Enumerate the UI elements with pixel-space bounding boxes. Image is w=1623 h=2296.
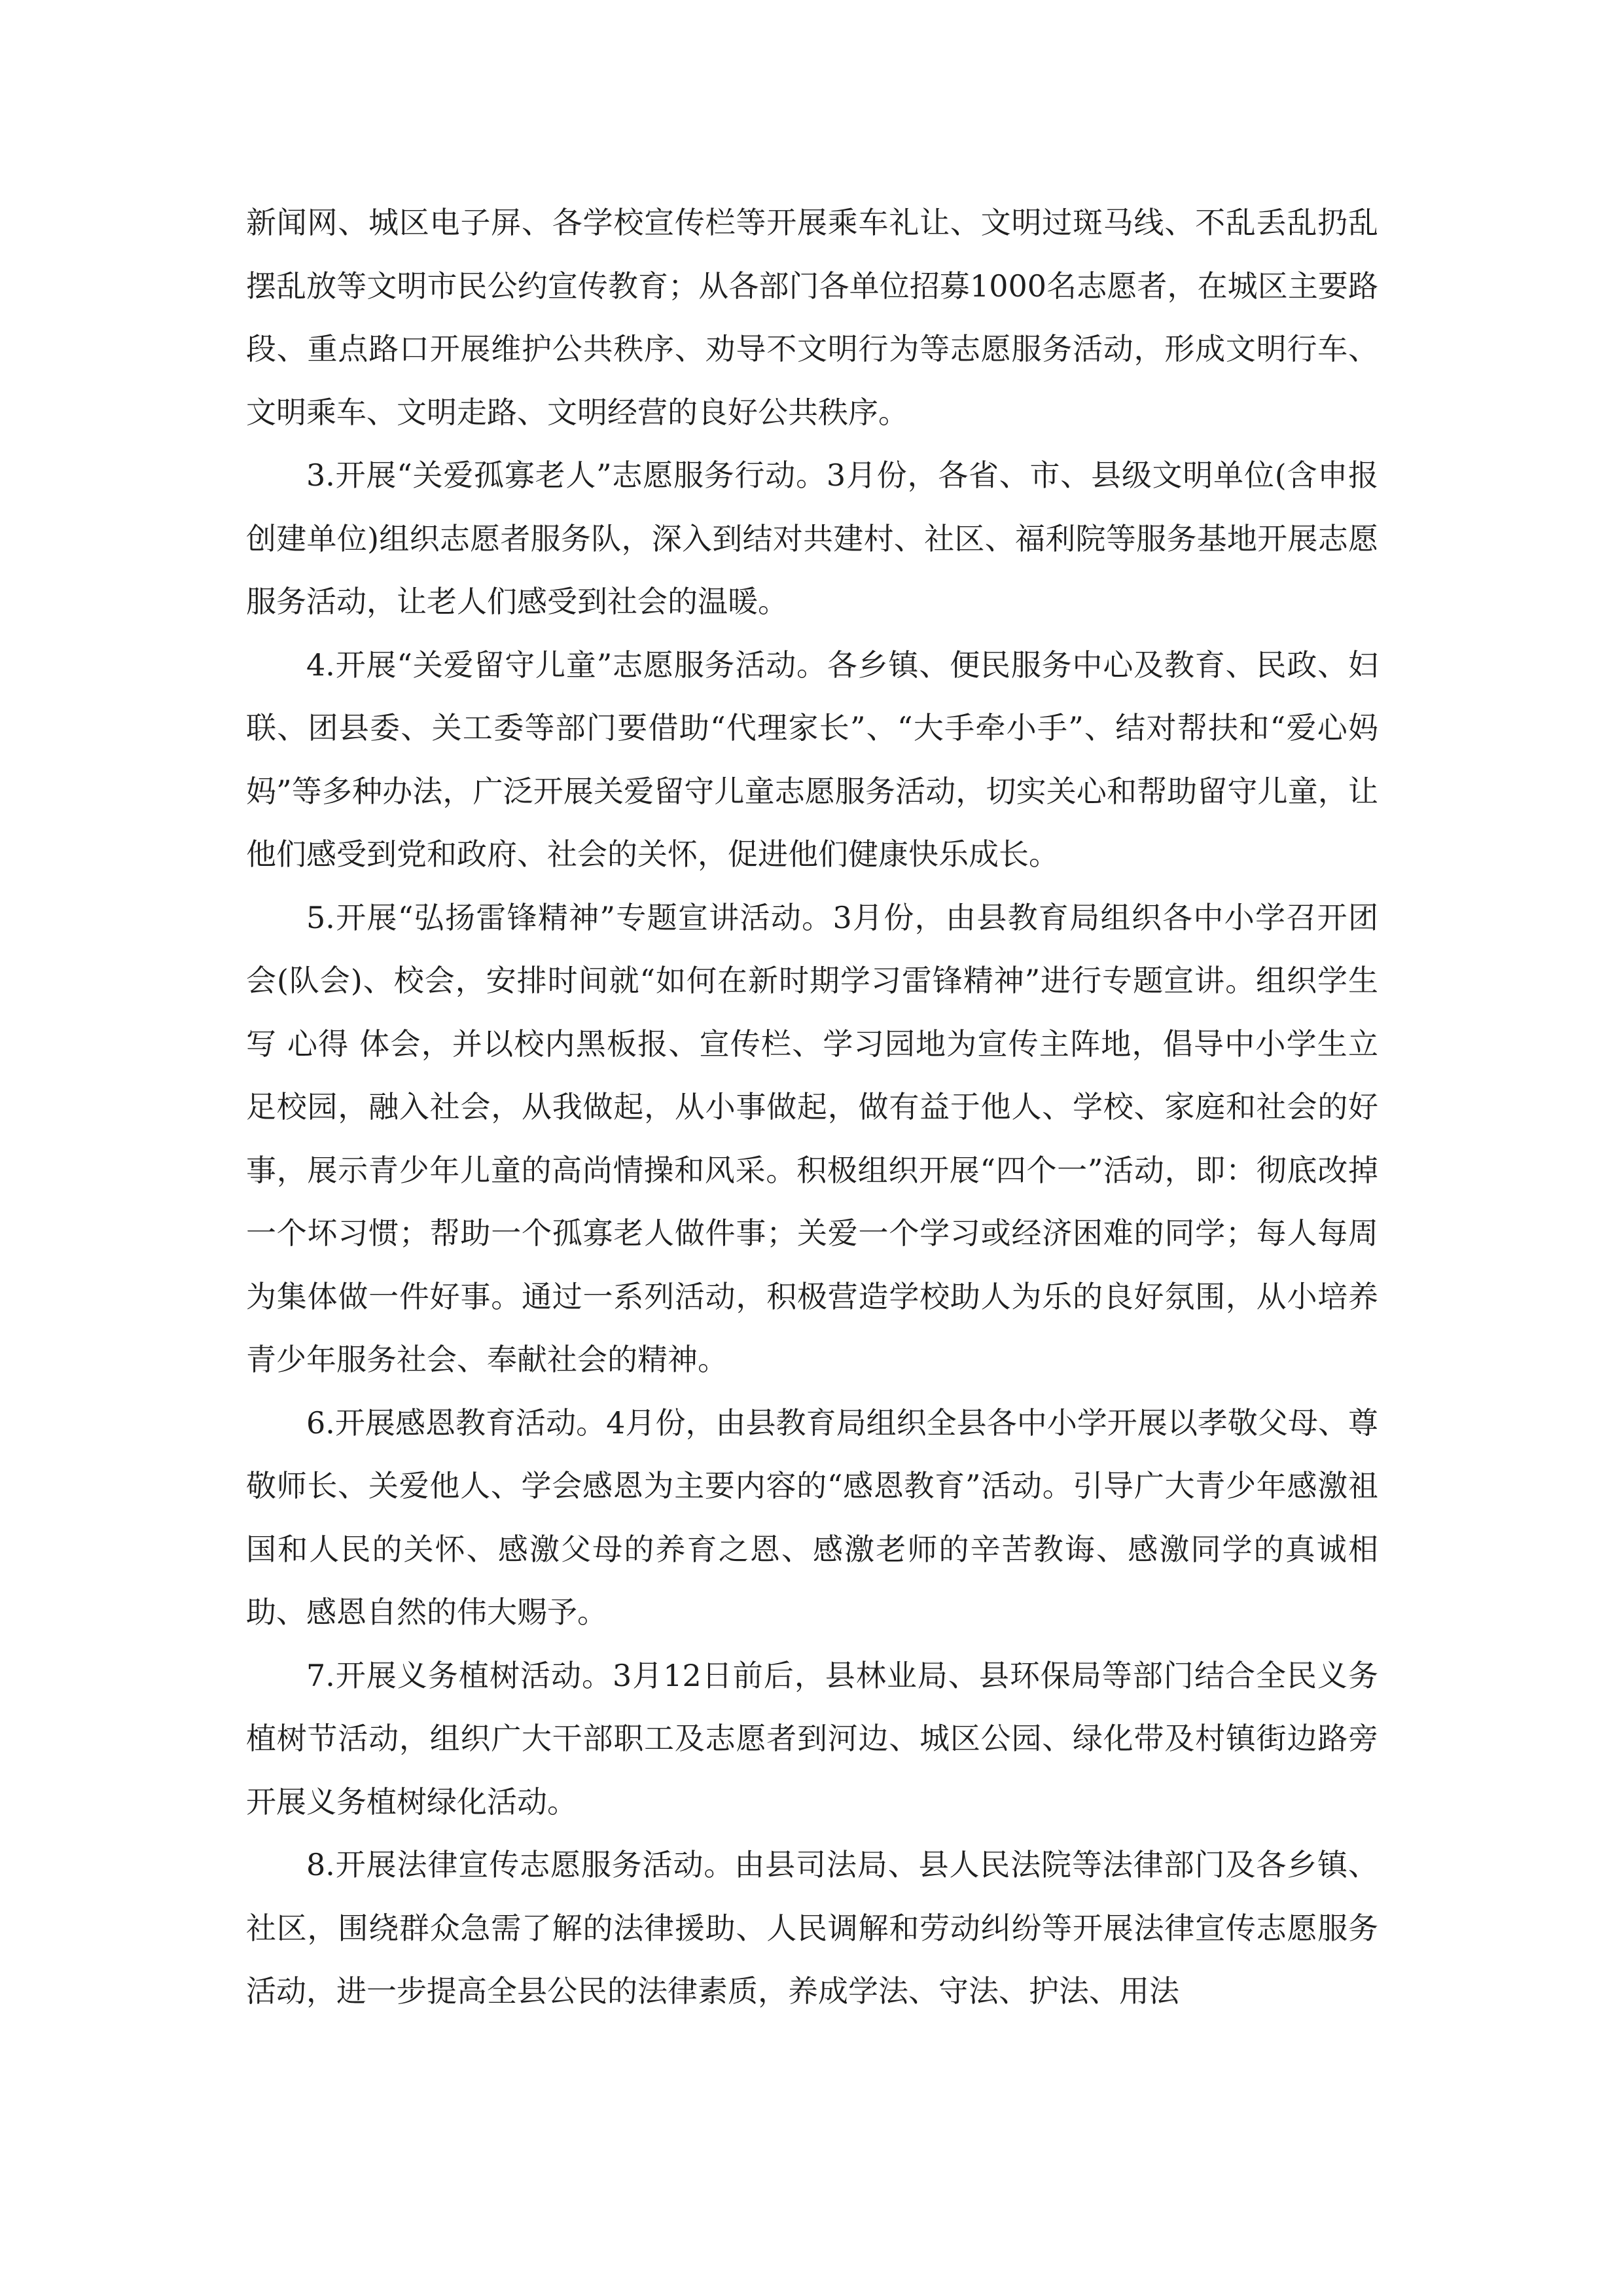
paragraph-item-8-legal-publicity: 8.开展法律宣传志愿服务活动。由县司法局、县人民法院等法律部门及各乡镇、社区，围绕群众急需了解的法律援助、人民调解和劳动纠纷等开展法律宣传志愿服务活动，进一步提高全县公民的法律素质，养成学法、守法、护法、用法	[246, 1847, 1378, 2009]
paragraph-continuation-civic-convention: 新闻网、城区电子屏、各学校宣传栏等开展乘车礼让、文明过斑马线、不乱丢乱扔乱摆乱放等文明市民公约宣传教育；从各部门各单位招募1000名志愿者，在城区主要路段、重点路口开展维护公共秩序、劝导不文明行为等志愿服务活动，形成文明行车、文明乘车、文明走路、文明经营的良好公共秩序。	[246, 205, 1378, 430]
paragraph-item-3-elderly-care: 3.开展“关爱孤寡老人”志愿服务行动。3月份，各省、市、县级文明单位(含申报创建单位)组织志愿者服务队，深入到结对共建村、社区、福利院等服务基地开展志愿服务活动，让老人们感受到社会的温暖。	[246, 457, 1378, 619]
paragraph-item-7-tree-planting: 7.开展义务植树活动。3月12日前后，县林业局、县环保局等部门结合全民义务植树节活动，组织广大干部职工及志愿者到河边、城区公园、绿化带及村镇街边路旁开展义务植树绿化活动。	[246, 1657, 1378, 1820]
paragraph-item-6-gratitude-education: 6.开展感恩教育活动。4月份，由县教育局组织全县各中小学开展以孝敬父母、尊敬师长、关爱他人、学会感恩为主要内容的“感恩教育”活动。引导广大青少年感激祖国和人民的关怀、感激父母的养育之恩、感激老师的辛苦教诲、感激同学的真诚相助、感恩自然的伟大赐予。	[246, 1405, 1378, 1630]
paragraph-item-4-left-behind-children: 4.开展“关爱留守儿童”志愿服务活动。各乡镇、便民服务中心及教育、民政、妇联、团县委、关工委等部门要借助“代理家长”、“大手牵小手”、结对帮扶和“爱心妈妈”等多种办法，广泛开展关爱留守儿童志愿服务活动，切实关心和帮助留守儿童，让他们感受到党和政府、社会的关怀，促进他们健康快乐成长。	[246, 647, 1378, 872]
document-page	[246, 191, 1378, 2023]
paragraph-item-5-lei-feng-spirit: 5.开展“弘扬雷锋精神”专题宣讲活动。3月份，由县教育局组织各中小学召开团会(队会)、校会，安排时间就“如何在新时期学习雷锋精神”进行专题宣讲。组织学生写 心得 体会，并以校内黑板报、宣传栏、学习园地为宣传主阵地，倡导中小学生立足校园，融入社会，从我做起，从小事做起，做有益于他人、学校、家庭和社会的好事，展示青少年儿童的高尚情操和风采。积极组织开展“四个一”活动，即：彻底改掉一个坏习惯；帮助一个孤寡老人做件事；关爱一个学习或经济困难的同学；每人每周为集体做一件好事。通过一系列活动，积极营造学校助人为乐的良好氛围，从小培养青少年服务社会、奉献社会的精神。	[246, 899, 1378, 1377]
